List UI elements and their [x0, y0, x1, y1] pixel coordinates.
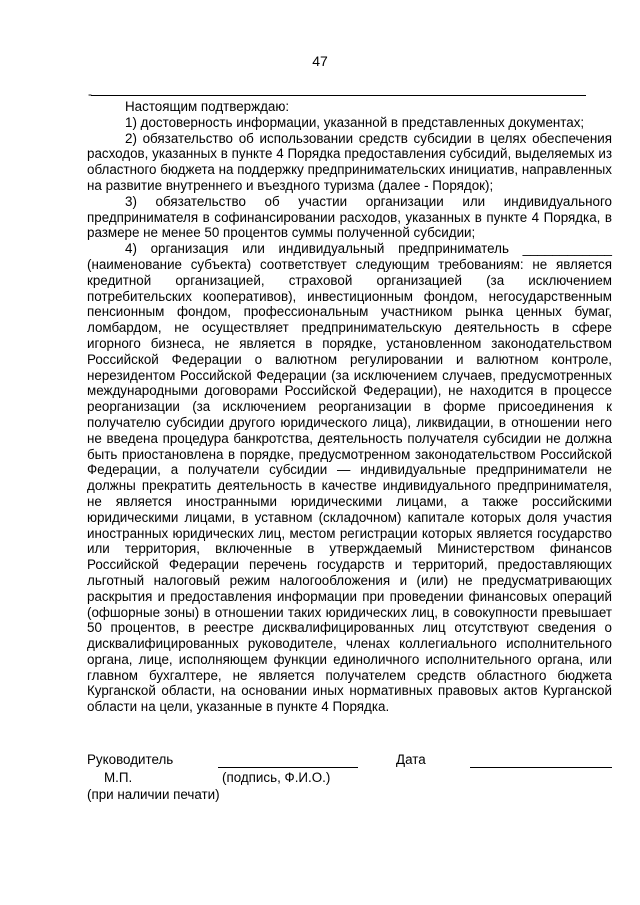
- stamp-note: (при наличии печати): [87, 787, 220, 802]
- top-mark: -: [88, 87, 92, 101]
- paragraph-4: 4) организация или индивидуальный предприниматель ____________ (наименование субъекта) соответствует следующим требованиям: не является кредитной организацией, страховой организацией (за исключением потребительских кооперативов), инвестиционным фондом, негосударственным пенсионным фондом, профессиональным участником рынка ценных бумаг, ломбардом, не осуществляет предпринимательскую деятельность в сфере игорного бизнеса, не является в порядке, установленном законодательством Российской Федерации о валютном регулировании и валютном контроле, нерезидентом Российской Федерации (за исключением случаев, предусмотренных международными договорами Российской Федерации), не находится в процессе реорганизации (за исключением реорганизации в форме присоединения к получателю субсидии другого юридического лица), ликвидации, в отношении него не введена процедура банкротства, деятельность получателя субсидии не должна быть приостановлена в порядке, предусмотренном законодательством Российской Федерации, а получатели субсидии — индивидуальные предприниматели не должны прекратить деятельность в качестве индивидуального предпринимателя, не является иностранными юридическими лицами, а также российскими юридическими лицами, в уставном (складочном) капитале которых доля участия иностранных юридических лиц, местом регистрации которых является государство или территория, включенные в утверждаемый Министерством финансов Российской Федерации перечень государств и территорий, предоставляющих льготный налоговый режим налогообложения и (или) не предусматривающих раскрытия и предоставления информации при проведении финансовых операций (офшорные зоны) в отношении таких юридических лиц, в совокупности превышает 50 процентов, в реестре дисквалифицированных лиц отсутствуют сведения о дисквалифицированных руководителе, членах коллегиального исполнительного органа, лице, исполняющем функции единоличного исполнительного органа, или главном бухгалтере, не является получателем средств областного бюджета Курганской области, на основании иных нормативных правовых актов Курганской области на цели, указанные в пункте 4 Порядка.: [87, 241, 612, 715]
- paragraph-1: 1) достоверность информации, указанной в представленных документах;: [125, 114, 585, 130]
- signature-caption: (подпись, Ф.И.О.): [222, 770, 331, 785]
- date-label: Дата: [396, 752, 426, 767]
- top-rule: [91, 95, 586, 96]
- document-body: [87, 99, 612, 715]
- date-line: [470, 767, 612, 768]
- paragraph-3: 3) обязательство об участии организации или индивидуального предпринимателя в софинансировании расходов, указанных в пункте 4 Порядка, в размере не менее 50 процентов суммы полученной субсидии;: [87, 193, 612, 241]
- head-label: Руководитель: [87, 752, 174, 767]
- stamp-label: М.П.: [104, 770, 133, 785]
- intro-paragraph: Настоящим подтверждаю:: [125, 99, 290, 114]
- paragraph-2: 2) обязательство об использовании средств субсидии в целях обеспечения расходов, указанных в пункте 4 Порядка предоставления субсидий, выделяемых из областного бюджета на поддержку предпринимательских инициатив, направленных на развитие внутреннего и въездного туризма (далее - Порядок);: [87, 130, 612, 193]
- page-number: 47: [312, 53, 328, 69]
- signature-line: [218, 767, 358, 768]
